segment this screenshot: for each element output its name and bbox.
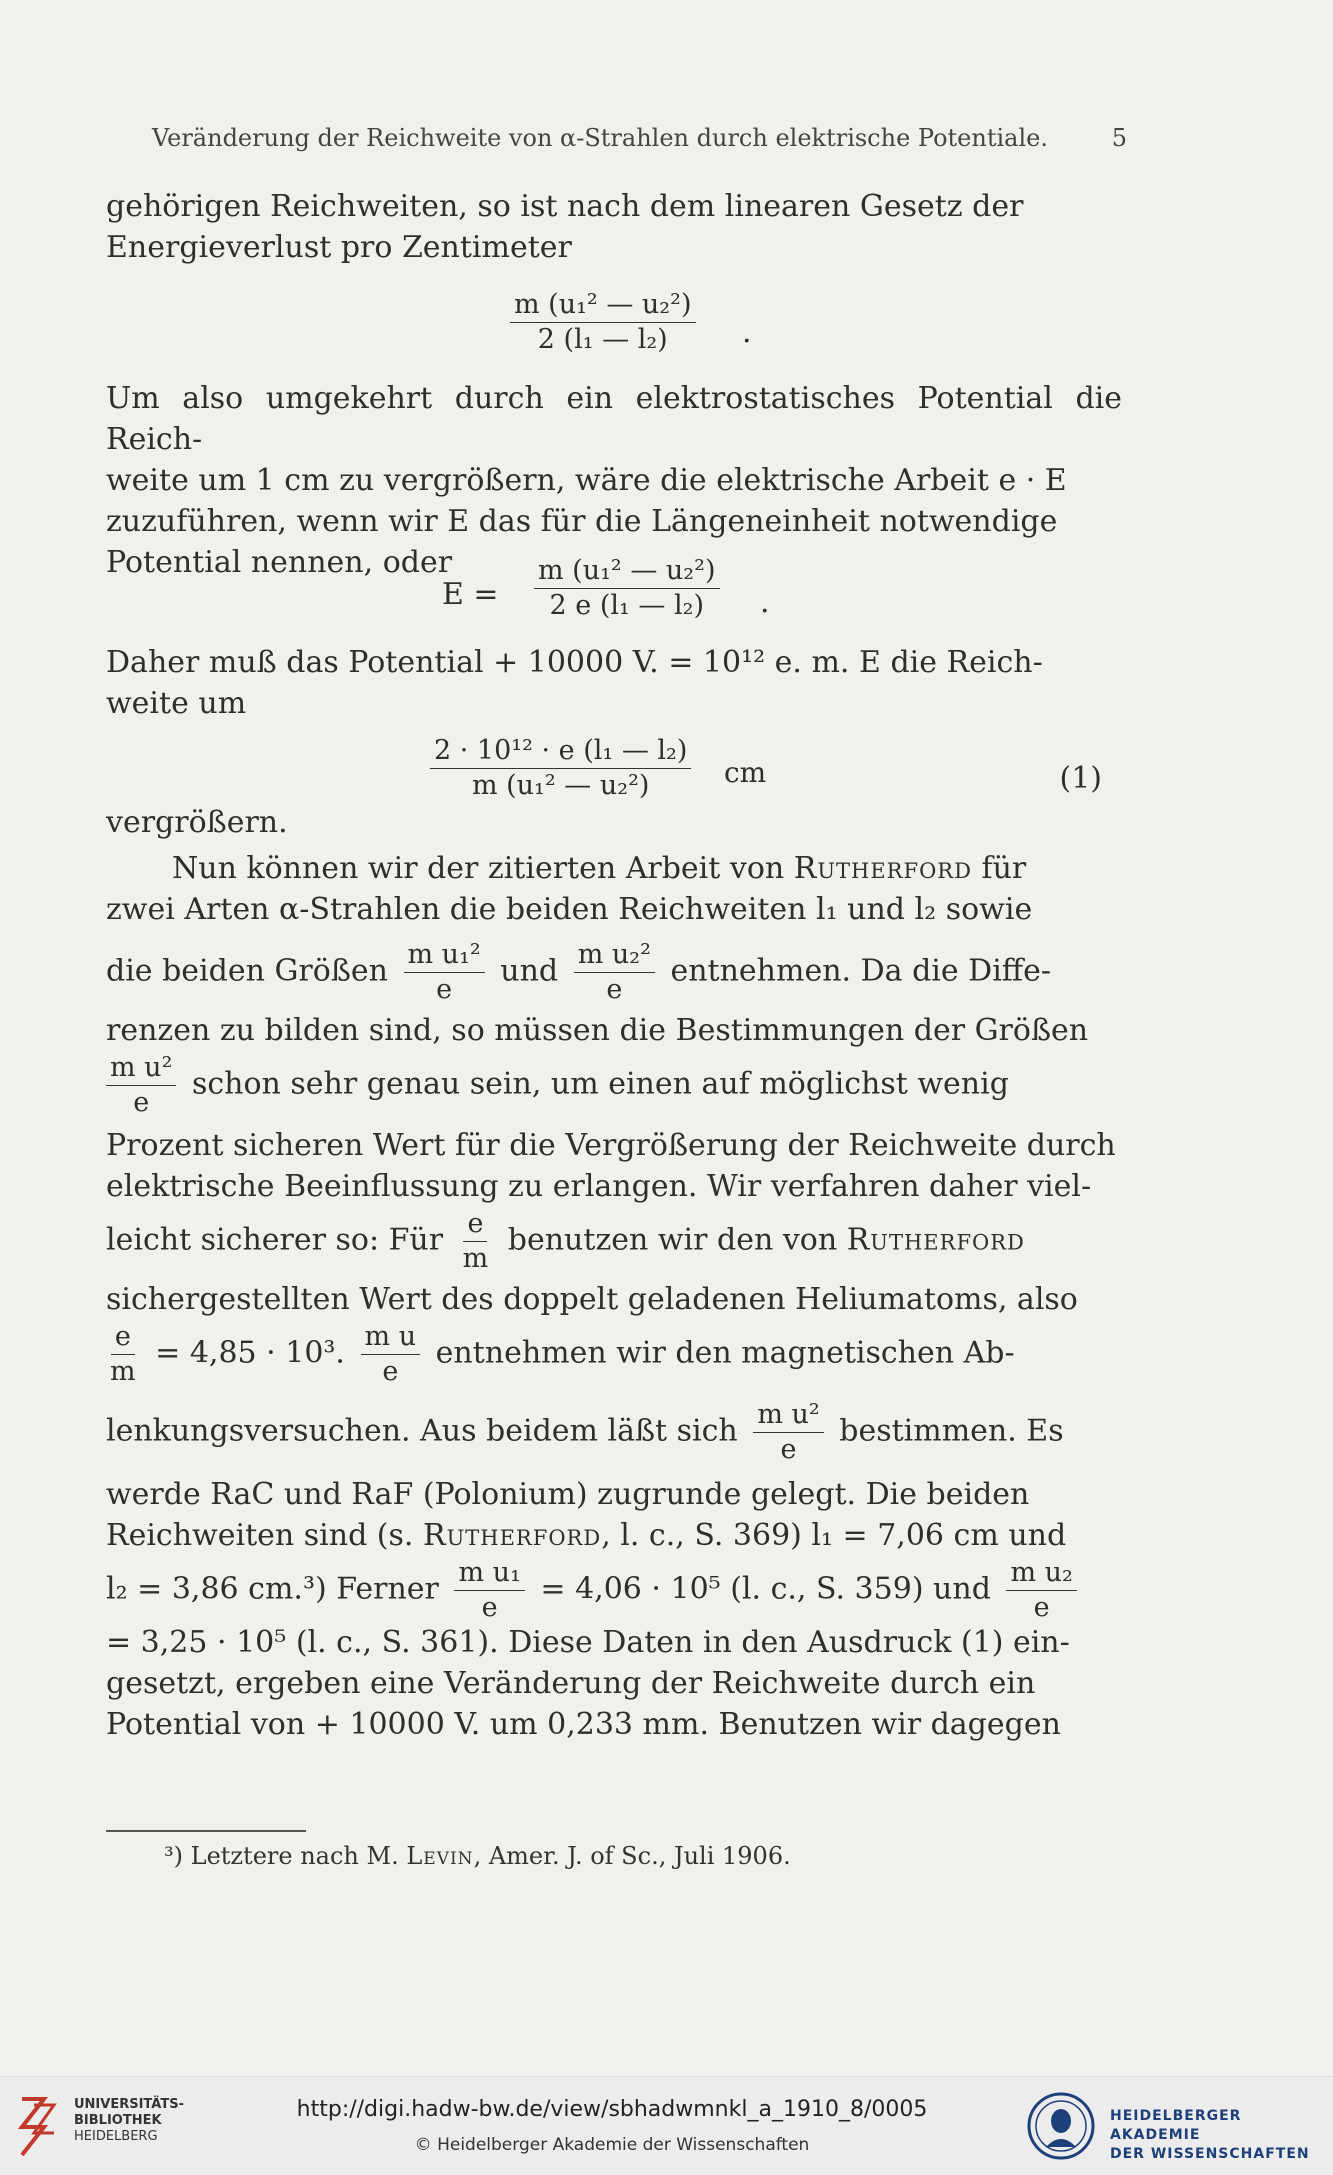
text-line: sichergestellten Wert des doppelt geladenen Heliumatoms, also [106, 1282, 1078, 1317]
text-line: zwei Arten α-Strahlen die beiden Reichweiten l₁ und l₂ sowie [106, 892, 1033, 927]
fraction: $\frac{\text{m (u₁² — u₂²)}}{\text{2 e (l₁ — l₂)}}$ [534, 554, 720, 623]
formula-1: $\frac{\text{m (u₁² — u₂²)}}{\text{2 (l₁ — l₂)}}$ . [106, 276, 1122, 380]
equation-number: (1) [1059, 761, 1102, 796]
text-line: Reichweiten sind (s. Rutherford, l. c., S. 369) l₁ = 7,06 cm und [106, 1518, 1067, 1553]
fraction: $\frac{\text{m u₁²}}{e}$ [404, 938, 485, 1007]
fraction: $\frac{\text{m u₁}}{e}$ [454, 1556, 524, 1625]
text-line: Daher muß das Potential + 10000 V. = 10¹² e. m. E die Reich- [106, 645, 1043, 680]
library-name: UNIVERSITÄTS- BIBLIOTHEK HEIDELBERG [74, 2097, 184, 2144]
fraction: $\frac{\text{m u₂²}}{e}$ [574, 938, 655, 1007]
viewer-footer [0, 2076, 1333, 2175]
paragraph-3-end [106, 802, 1122, 843]
fraction: $\frac{\text{2 · 10¹² · e (l₁ — l₂)}}{\text{m (u₁² — u₂²)}}$ [430, 734, 691, 803]
footnote-rule [106, 1830, 306, 1832]
fraction: $\frac{\text{m u²}}{e}$ [106, 1051, 176, 1120]
text-line: gehörigen Reichweiten, so ist nach dem linearen Gesetz der [106, 189, 1024, 224]
library-logo-icon [14, 2093, 62, 2159]
text-line: $\frac{\text{m u²}}{e}$ schon sehr genau sein, um einen auf möglichst wenig [106, 1051, 1122, 1125]
text-line: $\frac{e}{m}$ = 4,85 · 10³. $\frac{\text{m u}}{e}$ entnehmen wir den magnetischen Ab- [106, 1320, 1122, 1392]
text-line: weite um [106, 686, 247, 721]
fraction: $\frac{e}{m}$ [462, 1208, 489, 1274]
academy-name: HEIDELBERGER AKADEMIE DER WISSENSCHAFTEN [1110, 2108, 1310, 2162]
text-line: Potential nennen, oder [106, 545, 453, 580]
text-line: Energieverlust pro Zentimeter [106, 230, 572, 265]
fraction: $\frac{\text{m u}}{e}$ [361, 1320, 421, 1389]
text-line: gesetzt, ergeben eine Veränderung der Reichweite durch ein [106, 1666, 1036, 1701]
fraction: $\frac{\text{m u₂}}{e}$ [1006, 1556, 1076, 1625]
text-line: leicht sicherer so: Für $\frac{e}{m}$ benutzen wir den von Rutherford [106, 1208, 1025, 1274]
text-line: zuzuführen, wenn wir E das für die Längeneinheit notwendige [106, 504, 1058, 539]
fraction: $\frac{\text{m (u₁² — u₂²)}}{\text{2 (l₁ — l₂)}}$ [510, 288, 696, 357]
permalink-url[interactable]: http://digi.hadw-bw.de/view/sbhadwmnkl_a_1910_8/0005 [296, 2097, 928, 2122]
text-line: vergrößern. [106, 805, 288, 840]
text-line: renzen zu bilden sind, so müssen die Bestimmungen der Größen [106, 1013, 1089, 1048]
text-line: werde RaC und RaF (Polonium) zugrunde gelegt. Die beiden [106, 1477, 1030, 1512]
text-line: elektrische Beeinflussung zu erlangen. Wir verfahren daher viel- [106, 1169, 1092, 1204]
text-line: Um also umgekehrt durch ein elektrostatisches Potential die Reich- [106, 381, 1122, 457]
text-line: = 3,25 · 10⁵ (l. c., S. 361). Diese Daten in den Ausdruck (1) ein- [106, 1625, 1070, 1660]
paragraph-3 [106, 642, 1122, 724]
paragraph-1 [106, 186, 1122, 268]
fraction: $\frac{\text{m u²}}{e}$ [753, 1398, 823, 1467]
text-line: l₂ = 3,86 cm.³) Ferner $\frac{\text{m u₁}}{e}$ = 4,06 · 10⁵ (l. c., S. 359) und $\frac{\text{m u₂}}{e}$ [106, 1556, 1122, 1622]
text-line: Potential von + 10000 V. um 0,233 mm. Benutzen wir dagegen [106, 1707, 1061, 1742]
text-line: die beiden Größen $\frac{\text{m u₁²}}{e}$ und $\frac{\text{m u₂²}}{e}$ entnehmen. Da die Diffe- [106, 939, 1052, 1005]
copyright-notice: © Heidelberger Akademie der Wissenschaften [414, 2135, 810, 2155]
academy-seal-icon [1026, 2091, 1096, 2161]
text-line: lenkungsversuchen. Aus beidem läßt sich $\frac{\text{m u²}}{e}$ bestimmen. Es [106, 1399, 1064, 1465]
running-head [152, 124, 1127, 152]
unit: cm [724, 756, 767, 789]
running-head-title: Veränderung der Reichweite von α-Strahlen durch elektrische Potentiale. [152, 124, 1048, 152]
fraction: $\frac{e}{m}$ [110, 1321, 136, 1387]
formula-lhs: E = [442, 577, 499, 612]
page-number: 5 [1111, 124, 1127, 152]
formula-2: E = $\frac{\text{m (u₁² — u₂²)}}{\text{2 e (l₁ — l₂)}}$ . [442, 555, 770, 621]
text-line: Nun können wir der zitierten Arbeit von Rutherford für [172, 851, 1027, 886]
paragraph-4 [106, 848, 1122, 1745]
text-line: weite um 1 cm zu vergrößern, wäre die elektrische Arbeit e · E [106, 463, 1067, 498]
footnote: ³) Letztere nach M. Levin, Amer. J. of Sc., Juli 1906. [164, 1842, 791, 1870]
text-line: Prozent sicheren Wert für die Vergrößerung der Reichweite durch [106, 1128, 1116, 1163]
